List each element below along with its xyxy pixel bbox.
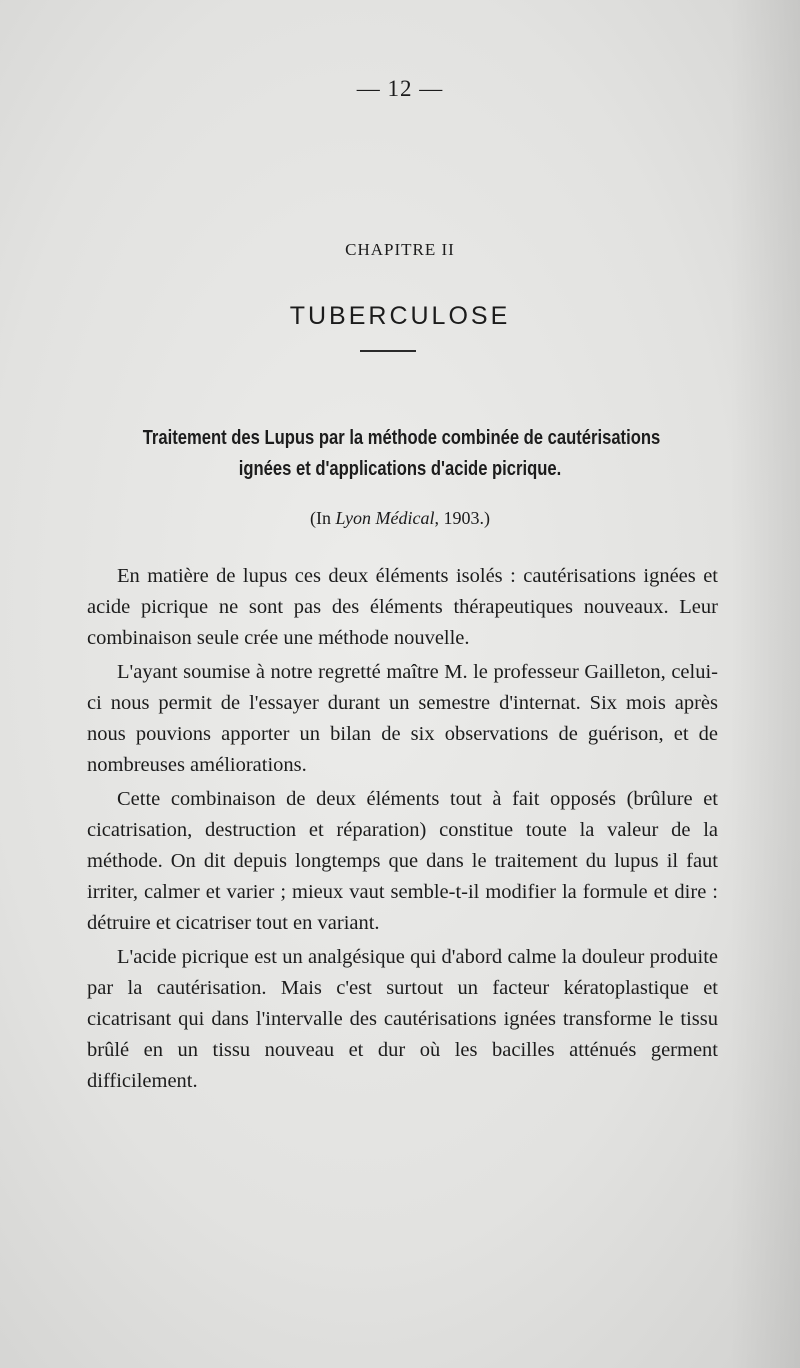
article-source xyxy=(0,508,800,529)
paragraph: En matière de lupus ces deux éléments isolés : cautérisations ignées et acide picrique ne sont pas des éléments thérapeutiques nouveaux. Leur combinaison seule crée une méthode nouvelle. xyxy=(87,565,718,649)
chapter-label: CHAPITRE II xyxy=(345,240,455,259)
paragraph: L'ayant soumise à notre regretté maître M. le professeur Gailleton, celui-ci nous permit de l'essayer durant un semestre d'internat. Six mois après nous pouvions apporter un bilan de six observations de guérison, et de nombreuses améliorations. xyxy=(87,661,718,776)
source-journal: Lyon Médical xyxy=(335,508,435,528)
chapter-title: TUBERCULOSE xyxy=(289,302,511,330)
page-edge-shadow xyxy=(730,0,800,1368)
title-rule xyxy=(360,350,416,352)
source-prefix: (In xyxy=(310,508,336,528)
source-suffix: , 1903.) xyxy=(434,508,490,528)
paragraph: Cette combinaison de deux éléments tout à fait opposés (brûlure et cicatrisation, destruction et réparation) constitue toute la valeur de la méthode. On dit depuis longtemps que dans le traitement du lupus il faut irriter, calmer et varier ; mieux vaut semble-t-il modifier la formule et dire : détruire et cicatriser tout en variant. xyxy=(87,788,718,934)
body-text xyxy=(87,561,718,1100)
article-title-line-1: Traitement des Lupus par la méthode combinée de cautérisations xyxy=(142,427,661,449)
article-title xyxy=(142,423,661,485)
paragraph: L'acide picrique est un analgésique qui d'abord calme la douleur produite par la cautérisation. Mais c'est surtout un facteur kératoplastique et cicatrisant qui dans l'intervalle des cautérisations ignées transforme le tissu brûlé en un tissu nouveau et dur où les bacilles atténués germent difficilement. xyxy=(87,946,718,1092)
article-title-line-2: ignées et d'applications d'acide picrique. xyxy=(238,458,562,480)
page-number: — 12 — xyxy=(356,76,444,101)
